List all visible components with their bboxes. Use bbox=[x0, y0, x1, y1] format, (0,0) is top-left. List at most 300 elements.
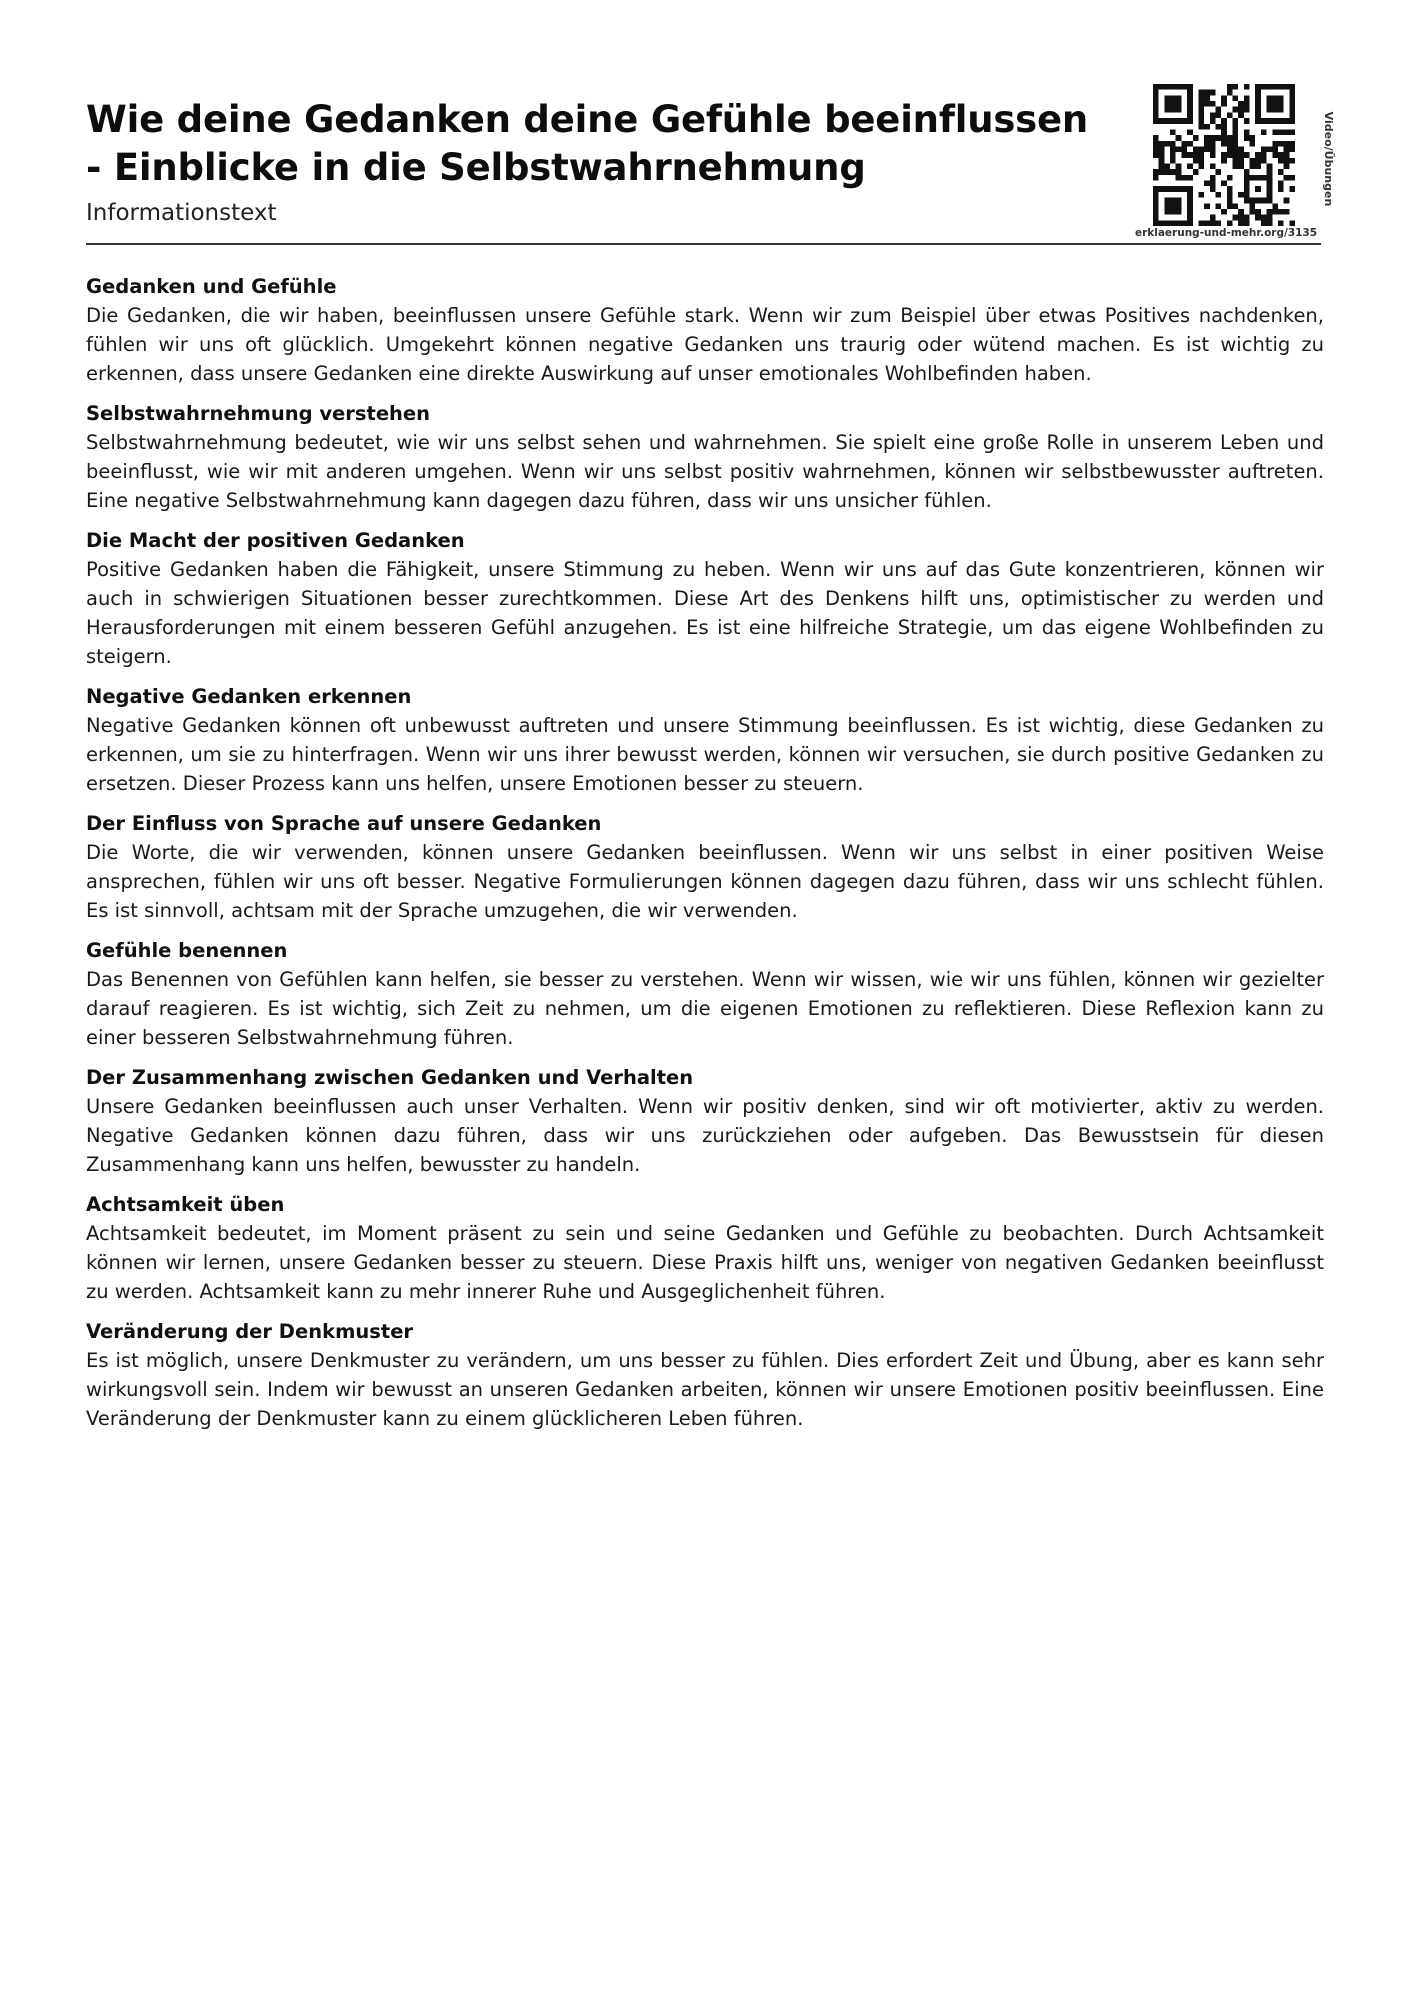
qr-module bbox=[1204, 141, 1210, 147]
qr-module bbox=[1284, 209, 1290, 215]
qr-module bbox=[1272, 209, 1278, 215]
qr-module bbox=[1250, 141, 1256, 147]
qr-module bbox=[1278, 141, 1284, 147]
qr-module bbox=[1244, 169, 1250, 175]
qr-module bbox=[1198, 192, 1204, 198]
qr-module bbox=[1170, 220, 1176, 226]
qr-module bbox=[1210, 175, 1216, 181]
qr-module bbox=[1198, 95, 1204, 101]
qr-module bbox=[1187, 107, 1193, 113]
section-body: Negative Gedanken können oft unbewusst auftreten und unsere Stimmung beeinflussen. Es ist wichtig, diese Gedanken zu erkennen, um sie zu hinterfragen. Wenn wir uns ihrer bewusst werden, können wir versuchen, sie durch positive Gedanken zu ersetzen. Dieser Prozess kann uns helfen, unsere Emotionen besser zu steuern. bbox=[86, 714, 1324, 795]
qr-module bbox=[1210, 146, 1216, 152]
qr-module bbox=[1153, 112, 1159, 118]
qr-module bbox=[1181, 141, 1187, 147]
qr-module bbox=[1244, 181, 1250, 187]
qr-module bbox=[1289, 84, 1295, 90]
section-body: Positive Gedanken haben die Fähigkeit, unsere Stimmung zu heben. Wenn wir uns auf das Gute konzentrieren, können wir auch in schwierigen Situationen besser zurechtkommen. Diese Art des Denkens hilft uns, optimistischer zu werden und Herausforderungen mit einem besseren Gefühl anzugehen. Es ist eine hilfreiche Strategie, um das eigene Wohlbefinden zu steigern. bbox=[86, 558, 1324, 668]
section-body: Die Worte, die wir verwenden, können unsere Gedanken beeinflussen. Wenn wir uns selbst in einer positiven Weise ansprechen, fühlen wir uns oft besser. Negative Formulierungen können dagegen dazu führen, dass wir uns schlecht fühlen. Es ist sinnvoll, achtsam mit der Sprache umzugehen, die wir verwenden. bbox=[86, 841, 1324, 922]
qr-module bbox=[1210, 164, 1216, 170]
qr-module bbox=[1159, 158, 1165, 164]
qr-module bbox=[1227, 84, 1233, 90]
qr-module bbox=[1164, 198, 1170, 204]
qr-module bbox=[1289, 175, 1295, 181]
qr-module bbox=[1153, 215, 1159, 221]
qr-module bbox=[1193, 135, 1199, 141]
qr-module bbox=[1221, 209, 1227, 215]
qr-module bbox=[1284, 141, 1290, 147]
qr-module bbox=[1170, 141, 1176, 147]
qr-module bbox=[1164, 95, 1170, 101]
qr-module bbox=[1267, 186, 1273, 192]
qr-module bbox=[1267, 215, 1273, 221]
qr-url-label[interactable]: erklaerung-und-mehr.org/3135 bbox=[1134, 227, 1318, 239]
qr-module bbox=[1170, 101, 1176, 107]
qr-module bbox=[1278, 129, 1284, 135]
section-heading: Selbstwahrnehmung verstehen bbox=[86, 402, 431, 425]
section-heading: Veränderung der Denkmuster bbox=[86, 1320, 414, 1343]
qr-module bbox=[1278, 101, 1284, 107]
qr-module bbox=[1204, 95, 1210, 101]
qr-module bbox=[1164, 220, 1170, 226]
qr-module bbox=[1164, 169, 1170, 175]
qr-module bbox=[1267, 169, 1273, 175]
qr-module bbox=[1181, 152, 1187, 158]
qr-module bbox=[1233, 215, 1239, 221]
qr-module bbox=[1261, 146, 1267, 152]
qr-module bbox=[1221, 135, 1227, 141]
qr-module bbox=[1272, 95, 1278, 101]
qr-module bbox=[1170, 198, 1176, 204]
qr-module bbox=[1227, 203, 1233, 209]
qr-module bbox=[1164, 84, 1170, 90]
qr-module bbox=[1176, 164, 1182, 170]
qr-module bbox=[1198, 164, 1204, 170]
qr-module bbox=[1250, 203, 1256, 209]
qr-module bbox=[1227, 175, 1233, 181]
qr-module bbox=[1250, 158, 1256, 164]
qr-module bbox=[1284, 164, 1290, 170]
qr-module bbox=[1170, 118, 1176, 124]
qr-module bbox=[1255, 164, 1261, 170]
qr-module bbox=[1193, 158, 1199, 164]
qr-module bbox=[1153, 209, 1159, 215]
qr-module bbox=[1176, 209, 1182, 215]
qr-module bbox=[1238, 220, 1244, 226]
qr-module bbox=[1261, 84, 1267, 90]
section-body: Achtsamkeit bedeutet, im Moment präsent zu sein und seine Gedanken und Gefühle zu beobachten. Durch Achtsamkeit können wir lernen, unsere Gedanken besser zu steuern. Diese Praxis hilft uns, weniger von negativen Gedanken beeinflusst zu werden. Achtsamkeit kann zu mehr innerer Ruhe und Ausgeglichenheit führen. bbox=[86, 1222, 1324, 1303]
section-heading: Der Einfluss von Sprache auf unsere Gedanken bbox=[86, 812, 602, 835]
qr-module bbox=[1198, 90, 1204, 96]
qr-module bbox=[1153, 146, 1159, 152]
qr-module bbox=[1289, 101, 1295, 107]
qr-module bbox=[1244, 129, 1250, 135]
qr-module bbox=[1210, 186, 1216, 192]
qr-module bbox=[1187, 198, 1193, 204]
qr-module bbox=[1181, 220, 1187, 226]
qr-module bbox=[1244, 198, 1250, 204]
qr-module bbox=[1278, 181, 1284, 187]
qr-module bbox=[1176, 95, 1182, 101]
qr-module bbox=[1272, 107, 1278, 113]
qr-module bbox=[1215, 169, 1221, 175]
qr-module bbox=[1289, 186, 1295, 192]
qr-module bbox=[1267, 101, 1273, 107]
qr-module bbox=[1233, 135, 1239, 141]
qr-module bbox=[1255, 198, 1261, 204]
page-title: Wie deine Gedanken deine Gefühle beeinflussen - Einblicke in die Selbstwahrnehmung bbox=[86, 98, 1089, 189]
qr-module bbox=[1210, 112, 1216, 118]
qr-module bbox=[1204, 181, 1210, 187]
qr-module bbox=[1153, 84, 1159, 90]
qr-module bbox=[1153, 198, 1159, 204]
qr-module bbox=[1159, 152, 1165, 158]
qr-module bbox=[1238, 101, 1244, 107]
qr-module bbox=[1227, 90, 1233, 96]
qr-module bbox=[1261, 215, 1267, 221]
qr-module bbox=[1267, 220, 1273, 226]
qr-module bbox=[1233, 118, 1239, 124]
qr-module bbox=[1159, 141, 1165, 147]
section bbox=[86, 936, 1324, 1052]
qr-module bbox=[1153, 186, 1159, 192]
qr-module bbox=[1244, 95, 1250, 101]
qr-module bbox=[1255, 112, 1261, 118]
qr-module bbox=[1272, 203, 1278, 209]
qr-module bbox=[1210, 215, 1216, 221]
section-heading: Gedanken und Gefühle bbox=[86, 275, 337, 298]
qr-module bbox=[1244, 175, 1250, 181]
qr-module bbox=[1244, 220, 1250, 226]
qr-module bbox=[1221, 101, 1227, 107]
qr-module bbox=[1198, 101, 1204, 107]
qr-module bbox=[1164, 118, 1170, 124]
section-heading: Negative Gedanken erkennen bbox=[86, 685, 412, 708]
qr-module bbox=[1210, 118, 1216, 124]
qr-module bbox=[1250, 175, 1256, 181]
qr-module bbox=[1267, 107, 1273, 113]
section-heading: Gefühle benennen bbox=[86, 939, 288, 962]
qr-module bbox=[1153, 220, 1159, 226]
qr-module bbox=[1250, 135, 1256, 141]
qr-module bbox=[1255, 95, 1261, 101]
qr-module bbox=[1198, 220, 1204, 226]
qr-module bbox=[1227, 220, 1233, 226]
qr-module bbox=[1227, 152, 1233, 158]
qr-module bbox=[1261, 118, 1267, 124]
qr-module bbox=[1170, 107, 1176, 113]
qr-module bbox=[1221, 141, 1227, 147]
qr-module bbox=[1261, 129, 1267, 135]
qr-module bbox=[1187, 141, 1193, 147]
qr-module bbox=[1284, 198, 1290, 204]
qr-module bbox=[1278, 84, 1284, 90]
qr-module bbox=[1272, 101, 1278, 107]
qr-module bbox=[1238, 209, 1244, 215]
qr-module bbox=[1215, 192, 1221, 198]
qr-module bbox=[1187, 175, 1193, 181]
qr-module bbox=[1210, 181, 1216, 187]
qr-module bbox=[1272, 84, 1278, 90]
qr-module bbox=[1164, 141, 1170, 147]
qr-module bbox=[1176, 203, 1182, 209]
section-body: Unsere Gedanken beeinflussen auch unser Verhalten. Wenn wir positiv denken, sind wir oft motivierter, aktiv zu werden. Negative Gedanken können dazu führen, dass wir uns zurückziehen oder aufgeben. Das Bewusstsein für diesen Zusammenhang kann uns helfen, bewusster zu handeln. bbox=[86, 1095, 1324, 1176]
qr-module bbox=[1181, 175, 1187, 181]
qr-module bbox=[1289, 90, 1295, 96]
qr-module bbox=[1255, 175, 1261, 181]
qr-module bbox=[1164, 203, 1170, 209]
qr-module bbox=[1233, 129, 1239, 135]
qr-module bbox=[1159, 84, 1165, 90]
qr-module bbox=[1233, 203, 1239, 209]
qr-module bbox=[1153, 169, 1159, 175]
qr-module bbox=[1204, 220, 1210, 226]
qr-module bbox=[1153, 152, 1159, 158]
qr-module bbox=[1181, 146, 1187, 152]
qr-module bbox=[1170, 158, 1176, 164]
qr-module bbox=[1227, 192, 1233, 198]
qr-module bbox=[1153, 192, 1159, 198]
qr-module bbox=[1204, 146, 1210, 152]
qr-module bbox=[1255, 209, 1261, 215]
qr-module bbox=[1233, 152, 1239, 158]
qr-module bbox=[1198, 124, 1204, 130]
qr-module bbox=[1187, 220, 1193, 226]
qr-module bbox=[1289, 112, 1295, 118]
qr-module bbox=[1164, 209, 1170, 215]
qr-module bbox=[1187, 192, 1193, 198]
qr-module bbox=[1187, 209, 1193, 215]
section bbox=[86, 399, 1324, 515]
qr-module bbox=[1176, 169, 1182, 175]
qr-module bbox=[1176, 107, 1182, 113]
qr-module bbox=[1278, 118, 1284, 124]
qr-module bbox=[1181, 186, 1187, 192]
qr-module bbox=[1261, 198, 1267, 204]
qr-module bbox=[1176, 118, 1182, 124]
qr-module bbox=[1170, 169, 1176, 175]
qr-module bbox=[1170, 209, 1176, 215]
qr-module bbox=[1267, 146, 1273, 152]
qr-module bbox=[1176, 186, 1182, 192]
qr-module bbox=[1238, 152, 1244, 158]
qr-module bbox=[1272, 129, 1278, 135]
qr-module bbox=[1284, 146, 1290, 152]
qr-module bbox=[1238, 112, 1244, 118]
qr-module bbox=[1193, 152, 1199, 158]
qr-module bbox=[1289, 146, 1295, 152]
qr-module bbox=[1284, 129, 1290, 135]
qr-module bbox=[1221, 152, 1227, 158]
qr-module bbox=[1255, 152, 1261, 158]
qr-module bbox=[1233, 141, 1239, 147]
qr-module bbox=[1159, 146, 1165, 152]
section bbox=[86, 1317, 1324, 1433]
qr-module bbox=[1238, 146, 1244, 152]
qr-module bbox=[1278, 95, 1284, 101]
qr-module bbox=[1153, 175, 1159, 181]
qr-module bbox=[1289, 118, 1295, 124]
qr-code-graphic bbox=[1153, 84, 1295, 226]
qr-module bbox=[1159, 169, 1165, 175]
qr-module bbox=[1267, 84, 1273, 90]
qr-module bbox=[1267, 192, 1273, 198]
qr-module bbox=[1198, 146, 1204, 152]
section-heading: Die Macht der positiven Gedanken bbox=[86, 529, 465, 552]
qr-module bbox=[1153, 95, 1159, 101]
qr-module bbox=[1289, 95, 1295, 101]
qr-module bbox=[1255, 215, 1261, 221]
qr-module bbox=[1244, 192, 1250, 198]
qr-module bbox=[1198, 152, 1204, 158]
qr-module bbox=[1193, 169, 1199, 175]
qr-module bbox=[1181, 118, 1187, 124]
qr-module bbox=[1244, 215, 1250, 221]
qr-module bbox=[1164, 101, 1170, 107]
qr-module bbox=[1255, 118, 1261, 124]
qr-module bbox=[1278, 186, 1284, 192]
qr-module bbox=[1272, 118, 1278, 124]
qr-module bbox=[1153, 203, 1159, 209]
qr-module bbox=[1198, 107, 1204, 113]
qr-module bbox=[1215, 124, 1221, 130]
qr-module bbox=[1176, 101, 1182, 107]
qr-module bbox=[1278, 152, 1284, 158]
page-subtitle: Informationstext bbox=[86, 200, 277, 226]
qr-module bbox=[1221, 118, 1227, 124]
qr-module bbox=[1278, 209, 1284, 215]
qr-module bbox=[1238, 192, 1244, 198]
qr-module bbox=[1267, 175, 1273, 181]
qr-module bbox=[1255, 84, 1261, 90]
qr-module bbox=[1204, 135, 1210, 141]
qr-module bbox=[1170, 152, 1176, 158]
qr-module bbox=[1210, 220, 1216, 226]
qr-module bbox=[1233, 124, 1239, 130]
qr-module bbox=[1159, 186, 1165, 192]
qr-module bbox=[1255, 158, 1261, 164]
qr-module bbox=[1244, 101, 1250, 107]
qr-module bbox=[1193, 146, 1199, 152]
qr-module bbox=[1187, 152, 1193, 158]
qr-module bbox=[1289, 107, 1295, 113]
qr-module bbox=[1204, 101, 1210, 107]
qr-module bbox=[1267, 198, 1273, 204]
qr-module bbox=[1215, 135, 1221, 141]
qr-module bbox=[1244, 152, 1250, 158]
qr-module bbox=[1284, 118, 1290, 124]
qr-module bbox=[1187, 164, 1193, 170]
qr-module bbox=[1176, 175, 1182, 181]
qr-module bbox=[1153, 107, 1159, 113]
qr-module bbox=[1227, 141, 1233, 147]
qr-module bbox=[1284, 175, 1290, 181]
qr-module bbox=[1244, 186, 1250, 192]
qr-module bbox=[1238, 107, 1244, 113]
qr-module bbox=[1278, 169, 1284, 175]
qr-module bbox=[1176, 198, 1182, 204]
section-body: Selbstwahrnehmung bedeutet, wie wir uns selbst sehen und wahrnehmen. Sie spielt eine große Rolle in unserem Leben und beeinflusst, wie wir mit anderen umgehen. Wenn wir uns selbst positiv wahrnehmen, können wir selbstbewusster auftreten. Eine negative Selbstwahrnehmung kann dagegen dazu führen, dass wir uns unsicher fühlen. bbox=[86, 431, 1324, 512]
qr-module bbox=[1255, 186, 1261, 192]
qr-module bbox=[1170, 129, 1176, 135]
qr-module bbox=[1278, 158, 1284, 164]
section-heading: Der Zusammenhang zwischen Gedanken und Verhalten bbox=[86, 1066, 694, 1089]
qr-module bbox=[1159, 118, 1165, 124]
qr-module bbox=[1255, 107, 1261, 113]
qr-module bbox=[1215, 203, 1221, 209]
document-header bbox=[86, 96, 1321, 242]
qr-module bbox=[1284, 158, 1290, 164]
qr-module bbox=[1164, 186, 1170, 192]
qr-module bbox=[1176, 135, 1182, 141]
qr-module bbox=[1278, 220, 1284, 226]
qr-module bbox=[1176, 84, 1182, 90]
qr-module bbox=[1289, 220, 1295, 226]
qr-module bbox=[1170, 95, 1176, 101]
qr-module bbox=[1255, 90, 1261, 96]
qr-module bbox=[1187, 215, 1193, 221]
qr-module bbox=[1159, 220, 1165, 226]
qr-module bbox=[1261, 152, 1267, 158]
section bbox=[86, 272, 1324, 388]
qr-module bbox=[1244, 107, 1250, 113]
qr-module bbox=[1272, 146, 1278, 152]
qr-module bbox=[1187, 118, 1193, 124]
qr-module bbox=[1210, 135, 1216, 141]
section bbox=[86, 1063, 1324, 1179]
qr-module bbox=[1233, 95, 1239, 101]
qr-module bbox=[1204, 90, 1210, 96]
qr-module bbox=[1261, 220, 1267, 226]
section-body: Es ist möglich, unsere Denkmuster zu verändern, um uns besser zu fühlen. Dies erfordert Zeit und Übung, aber es kann sehr wirkungsvoll sein. Indem wir bewusst an unseren Gedanken arbeiten, können wir unsere Emotionen positiv beeinflussen. Eine Veränderung der Denkmuster kann zu einem glücklicheren Leben führen. bbox=[86, 1349, 1324, 1430]
qr-module bbox=[1187, 84, 1193, 90]
qr-code[interactable] bbox=[1153, 84, 1295, 226]
qr-module bbox=[1221, 129, 1227, 135]
section-heading: Achtsamkeit üben bbox=[86, 1193, 285, 1216]
qr-module bbox=[1198, 112, 1204, 118]
section-body: Die Gedanken, die wir haben, beeinflussen unsere Gefühle stark. Wenn wir zum Beispiel über etwas Positives nachdenken, fühlen wir uns oft glücklich. Umgekehrt können negative Gedanken uns traurig oder wütend machen. Es ist wichtig zu erkennen, dass unsere Gedanken eine direkte Auswirkung auf unser emotionales Wohlbefinden haben. bbox=[86, 304, 1324, 385]
qr-module bbox=[1153, 118, 1159, 124]
qr-module bbox=[1170, 186, 1176, 192]
qr-module bbox=[1233, 107, 1239, 113]
qr-module bbox=[1215, 220, 1221, 226]
qr-module bbox=[1215, 112, 1221, 118]
qr-module bbox=[1227, 112, 1233, 118]
qr-module bbox=[1176, 220, 1182, 226]
qr-module bbox=[1261, 158, 1267, 164]
qr-module bbox=[1261, 175, 1267, 181]
qr-module bbox=[1244, 84, 1250, 90]
qr-module bbox=[1210, 90, 1216, 96]
qr-module bbox=[1250, 198, 1256, 204]
qr-module bbox=[1221, 158, 1227, 164]
qr-module bbox=[1187, 90, 1193, 96]
section bbox=[86, 526, 1324, 671]
qr-module bbox=[1233, 84, 1239, 90]
qr-module bbox=[1233, 146, 1239, 152]
qr-module bbox=[1176, 146, 1182, 152]
qr-module bbox=[1221, 181, 1227, 187]
qr-module bbox=[1153, 135, 1159, 141]
section-body: Das Benennen von Gefühlen kann helfen, sie besser zu verstehen. Wenn wir wissen, wie wir uns fühlen, können wir gezielter darauf reagieren. Es ist wichtig, sich Zeit zu nehmen, um die eigenen Emotionen zu reflektieren. Diese Reflexion kann zu einer besseren Selbstwahrnehmung führen. bbox=[86, 968, 1324, 1049]
qr-module bbox=[1284, 84, 1290, 90]
qr-module bbox=[1278, 107, 1284, 113]
qr-module bbox=[1170, 84, 1176, 90]
qr-module bbox=[1210, 152, 1216, 158]
qr-module bbox=[1289, 141, 1295, 147]
qr-module bbox=[1227, 135, 1233, 141]
qr-side-label: Video/Übungen bbox=[1322, 111, 1335, 207]
qr-module bbox=[1238, 164, 1244, 170]
